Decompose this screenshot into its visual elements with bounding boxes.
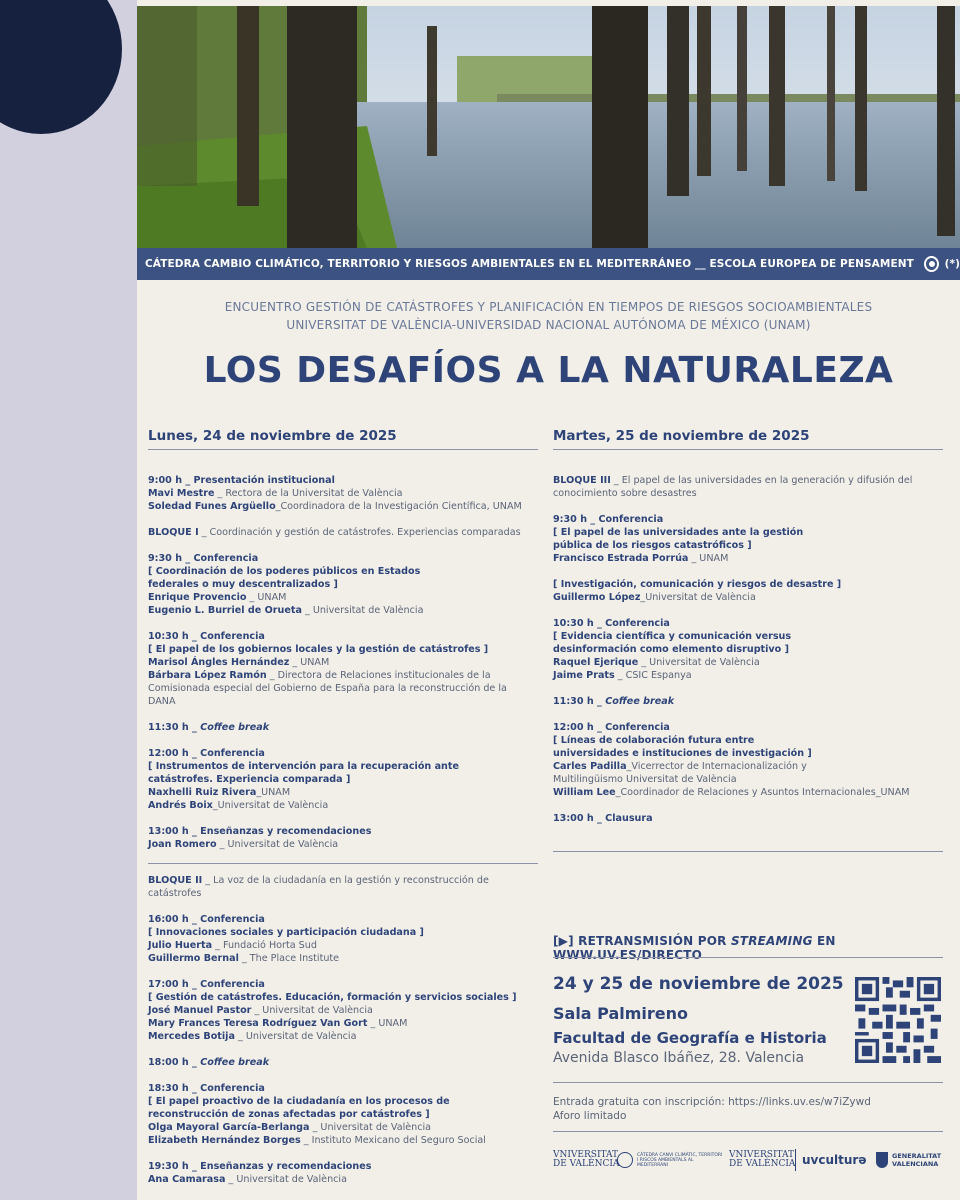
session-time: 18:00 h _ <box>148 1057 201 1068</box>
speaker-role: _ Universitat de València <box>301 605 424 616</box>
qr-code-icon[interactable] <box>855 977 941 1063</box>
bloque-label: BLOQUE III <box>553 475 611 486</box>
speaker-name: Mercedes Botija <box>148 1031 235 1042</box>
speaker-role: _ Universitat de València <box>251 1005 373 1016</box>
escola-logo-icon <box>924 256 939 272</box>
session-block <box>148 825 538 864</box>
session-time: 9:30 h _ Conferencia <box>553 514 664 525</box>
speaker-name: Mavi Mestre <box>148 488 215 499</box>
speaker-role: _ UNAM <box>246 592 287 603</box>
session-block <box>148 747 538 812</box>
bloque-label: BLOQUE II <box>148 875 203 886</box>
catedra-band <box>137 248 960 280</box>
registration-link[interactable]: Entrada gratuita con inscripción: https://links.uv.es/w7iZywd <box>553 1096 871 1108</box>
speaker-name: Enrique Provencio <box>148 592 247 603</box>
bloque-text: _ La voz de la ciudadanía en la gestión y reconstrucción de catástrofes <box>148 875 489 899</box>
uv-logo: VNIVERSITAT DE VALÈNCIA <box>553 1150 620 1169</box>
gva-shield-icon <box>876 1152 888 1168</box>
session-time: 9:00 h _ Presentación institucional <box>148 475 335 486</box>
session-block <box>148 913 538 965</box>
session-title: [ Innovaciones sociales y participación ciudadana ] <box>148 927 424 938</box>
speaker-role: _ Universitat de València <box>638 657 760 668</box>
session-time: 11:30 h _ <box>553 696 606 707</box>
speaker-role: _ Universitat de València <box>234 1031 357 1042</box>
speaker-role: _ Instituto Mexicano del Seguro Social <box>300 1135 486 1146</box>
speaker-name: Raquel Ejerique <box>553 657 639 668</box>
event-subtitle-2: UNIVERSITAT DE VALÈNCIA-UNIVERSIDAD NACIONAL AUTÓNOMA DE MÉXICO (UNAM) <box>286 318 811 332</box>
bloque-text: _ Coordinación y gestión de catástrofes. Experiencias comparadas <box>198 527 521 538</box>
session-block <box>148 552 538 617</box>
event-title: LOS DESAFÍOS A LA NATURALEZA <box>203 350 894 391</box>
session-block <box>553 578 943 604</box>
session-time: 11:30 h _ <box>148 722 201 733</box>
speaker-name: Julio Huerta <box>148 940 213 951</box>
speaker-name: Marisol Ángles Hernández <box>148 657 290 668</box>
speaker-role: _Coordinador de Relaciones y Asuntos Internacionales_UNAM <box>615 787 910 798</box>
session-block <box>148 630 538 708</box>
speaker-role: _ Fundació Horta Sud <box>212 940 317 951</box>
speaker-role: _Universitat de València <box>640 592 756 603</box>
speaker-role: _ Universitat de València <box>309 1122 432 1133</box>
session-block <box>148 1082 538 1147</box>
speaker-name: William Lee <box>553 787 616 798</box>
session-title: [ Evidencia científica y comunicación versus desinformación como elemento disruptivo ] <box>553 631 792 655</box>
session-title: [ El papel de las universidades ante la gestión pública de los riesgos catastróficos ] <box>553 527 804 551</box>
bloque-label: BLOQUE I <box>148 527 199 538</box>
speaker-role: _ CSIC Espanya <box>614 670 692 681</box>
speaker-name: Naxhelli Ruiz Rivera <box>148 787 257 798</box>
event-subtitle-1: ENCUENTRO GESTIÓN DE CATÁSTROFES Y PLANIFICACIÓN EN TIEMPOS DE RIESGOS SOCIOAMBIENTALES <box>224 300 873 314</box>
catedra-logo-icon <box>617 1152 633 1168</box>
speaker-name: Ana Camarasa <box>148 1174 226 1185</box>
session-block <box>553 721 943 799</box>
band-mark: (*) <box>944 258 960 270</box>
venue-room: Sala Palmireno <box>553 1004 689 1023</box>
session-block <box>148 978 538 1043</box>
session-time: 16:00 h _ Conferencia <box>148 914 265 925</box>
session-title: [ Gestión de catástrofes. Educación, formación y servicios sociales ] <box>148 992 517 1003</box>
speaker-name: Olga Mayoral García-Berlanga <box>148 1122 310 1133</box>
speaker-role: _Vicerrector de Internacionalización y Multilingüismo Universitat de València <box>553 761 807 785</box>
logo-divider <box>795 1149 796 1171</box>
venue-address: Avenida Blasco Ibáñez, 28. Valencia <box>553 1050 805 1066</box>
session-title: [ Líneas de colaboración futura entre universidades e instituciones de investigación ] <box>553 735 812 759</box>
tuesday-heading: Martes, 25 de noviembre de 2025 <box>553 430 943 450</box>
bloque-heading <box>148 874 538 900</box>
monday-column <box>148 430 538 1199</box>
speaker-role: _Coordinadora de la Investigación Científica, UNAM <box>275 501 522 512</box>
speaker-name: Eugenio L. Burriel de Orueta <box>148 605 302 616</box>
tuesday-column <box>553 430 943 865</box>
speaker-name: Soledad Funes Argüello <box>148 501 276 512</box>
streaming-url: EN WWW.UV.ES/DIRECTO <box>553 934 836 962</box>
session-block <box>148 474 538 513</box>
session-time: 17:00 h _ Conferencia <box>148 979 265 990</box>
bloque-heading <box>148 526 538 539</box>
coffee-break-label: Coffee break <box>200 722 270 733</box>
decorative-circle <box>0 0 122 134</box>
session-block <box>553 812 943 852</box>
session-title: [ El papel de los gobiernos locales y la gestión de catástrofes ] <box>148 644 489 655</box>
session-title: [ El papel proactivo de la ciudadanía en los procesos de reconstrucción de zonas afectadas por catástrofes ] <box>148 1096 450 1120</box>
session-title: [ Coordinación de los poderes públicos en Estados federales o muy descentralizados ] <box>148 566 421 590</box>
session-block <box>553 617 943 682</box>
catedra-band-text: CÁTEDRA CAMBIO CLIMÁTICO, TERRITORIO Y RIESGOS AMBIENTALES EN EL MEDITERRÁNEO __ ESCOLA EUROPEA DE PENSAMENT <box>145 258 914 270</box>
gva-logo: GENERALITAT VALENCIANA <box>892 1152 942 1168</box>
speaker-name: Andrés Boix <box>148 800 213 811</box>
speaker-name: Mary Frances Teresa Rodríguez Van Gort <box>148 1018 368 1029</box>
session-time: 19:30 h _ Enseñanzas y recomendaciones <box>148 1161 372 1172</box>
session-title: [ Investigación, comunicación y riesgos de desastre ] <box>553 579 842 590</box>
bloque-text: _ El papel de las universidades en la generación y difusión del conocimiento sobre desastres <box>553 475 913 499</box>
bloque-heading <box>553 474 943 500</box>
venue-faculty: Facultad de Geografía e Historia <box>553 1029 827 1047</box>
speaker-role: _ UNAM <box>688 553 729 564</box>
divider <box>553 957 943 958</box>
speaker-name: Carles Padilla <box>553 761 627 772</box>
speaker-role: _ UNAM <box>289 657 330 668</box>
session-time: 13:00 h _ Enseñanzas y recomendaciones <box>148 826 372 837</box>
session-title: [ Instrumentos de intervención para la recuperación ante catástrofes. Experiencia comparada ] <box>148 761 459 785</box>
uvcultura-logo: uvculturə <box>802 1153 867 1167</box>
speaker-name: Guillermo Bernal <box>148 953 239 964</box>
speaker-name: Bárbara López Ramón <box>148 670 267 681</box>
coffee-break <box>553 695 943 708</box>
speaker-name: Francisco Estrada Porrúa <box>553 553 689 564</box>
speaker-role: _ Rectora de la Universitat de València <box>214 488 403 499</box>
session-time: 9:30 h _ Conferencia <box>148 553 259 564</box>
coffee-break-label: Coffee break <box>605 696 675 707</box>
session-time: 13:00 h _ Clausura <box>553 813 653 824</box>
session-block <box>553 513 943 565</box>
session-time: 12:00 h _ Conferencia <box>553 722 670 733</box>
speaker-name: Joan Romero <box>148 839 217 850</box>
streaming-prefix: [▶] RETRANSMISIÓN POR <box>553 934 731 948</box>
coffee-break-label: Coffee break <box>200 1057 270 1068</box>
divider <box>553 1082 943 1083</box>
monday-heading: Lunes, 24 de noviembre de 2025 <box>148 430 538 450</box>
capacity-note: Aforo limitado <box>553 1110 627 1122</box>
speaker-role: _ Universitat de València <box>216 839 339 850</box>
flooded-trees-photo <box>137 6 960 248</box>
speaker-role: _Universitat de València <box>212 800 329 811</box>
streaming-em: STREAMING <box>730 934 813 948</box>
session-time: 12:00 h _ Conferencia <box>148 748 265 759</box>
session-time: 10:30 h _ Conferencia <box>553 618 670 629</box>
session-time: 10:30 h _ Conferencia <box>148 631 265 642</box>
coffee-break <box>148 1056 538 1069</box>
speaker-role: _ The Place Institute <box>238 953 340 964</box>
registration-info <box>553 1095 943 1123</box>
coffee-break <box>148 721 538 734</box>
speaker-role: _UNAM <box>256 787 291 798</box>
speaker-name: Elizabeth Hernández Borges <box>148 1135 301 1146</box>
event-dates: 24 y 25 de noviembre de 2025 <box>553 974 844 994</box>
catedra-logo: CÀTEDRA CANVI CLIMÀTIC, TERRITORI I RISCOS AMBIENTALS AL MEDITERRANI <box>637 1152 723 1168</box>
session-block <box>148 1160 538 1186</box>
speaker-role: _ Directora de Relaciones institucionales de la Comisionada especial del Gobierno de España para la reconstrucción de la DANA <box>148 670 507 707</box>
speaker-name: Guillermo López <box>553 592 641 603</box>
event-poster <box>137 0 960 1200</box>
sponsor-logos <box>553 1144 943 1176</box>
speaker-role: _ Universitat de València <box>225 1174 347 1185</box>
divider <box>553 1131 943 1132</box>
speaker-name: José Manuel Pastor <box>148 1005 252 1016</box>
speaker-role: _ UNAM <box>367 1018 408 1029</box>
speaker-name: Jaime Prats <box>553 670 615 681</box>
uv-logo-2: VNIVERSITAT DE VALÈNCIA <box>729 1150 796 1169</box>
session-time: 18:30 h _ Conferencia <box>148 1083 265 1094</box>
